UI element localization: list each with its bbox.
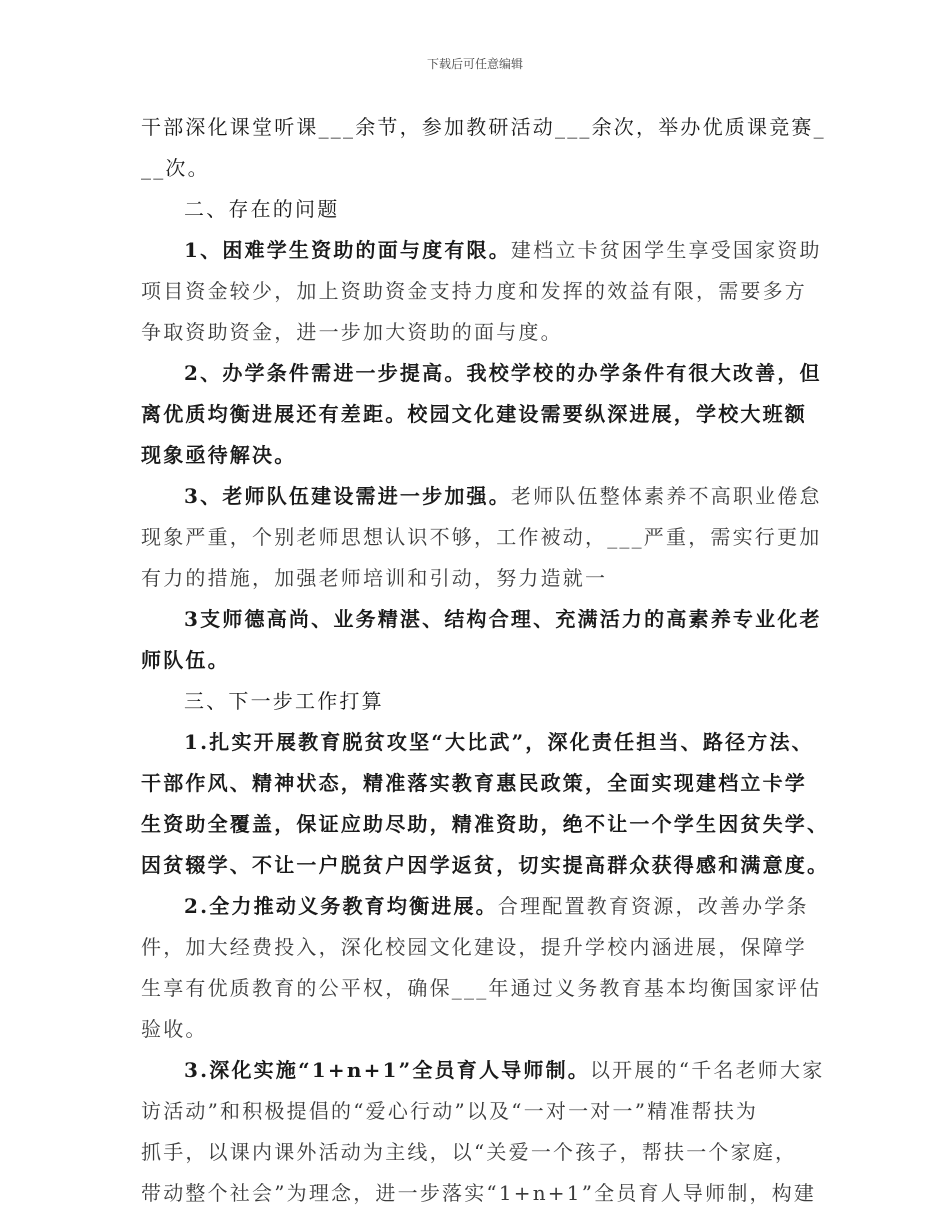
body-line: 抓手，以课内课外活动为主线，以“关爱一个孩子，帮扶一个家庭， [141, 1140, 798, 1164]
body-line: 访活动”和积极提倡的“爱心行动”以及“一对一对一”精准帮扶为 [141, 1099, 759, 1123]
body-line: 带动整个社会”为理念，进一步落实“1+n+1”全员育人导师制，构建 [141, 1181, 817, 1205]
body-line: 1、困难学生资助的面与度有限。建档立卡贫困学生享受国家资助 [184, 238, 822, 262]
body-line: 生资助全覆盖，保证应助尽助，精准资助，绝不让一个学生因贫失学、 [141, 812, 830, 836]
body-line: 师队伍。 [141, 648, 230, 672]
body-line: 2、办学条件需进一步提高。我校学校的办学条件有很大改善，但 [184, 361, 822, 385]
body-line: 3、老师队伍建设需进一步加强。老师队伍整体素养不高职业倦怠 [184, 484, 822, 508]
section-heading: 三、下一步工作打算 [184, 689, 384, 713]
body-line: 项目资金较少，加上资助资金支持力度和发挥的效益有限，需要多方 [141, 279, 807, 303]
body-line: 件，加大经费投入，深化校园文化建设，提升学校内涵进展，保障学 [141, 935, 807, 959]
section-heading: 二、存在的问题 [184, 197, 340, 221]
body-line: 1.扎实开展教育脱贫攻坚“大比武”，深化责任担当、路径方法、 [184, 730, 814, 754]
document-body [141, 107, 831, 1214]
body-line: 现象严重，个别老师思想认识不够，工作被动，___严重，需实行更加 [141, 525, 822, 549]
body-line: 离优质均衡进展还有差距。校园文化建设需要纵深进展，学校大班额 [141, 402, 807, 426]
body-line: __次。 [141, 156, 210, 180]
body-line: 验收。 [141, 1017, 208, 1041]
body-line: 现象亟待解决。 [141, 443, 297, 467]
body-line: 生享有优质教育的公平权，确保___年通过义务教育基本均衡国家评估 [141, 976, 822, 1000]
body-line: 争取资助资金，进一步加大资助的面与度。 [141, 320, 563, 344]
body-line: 3.深化实施“1+n+1”全员育人导师制。以开展的“千名老师大家 [184, 1058, 825, 1082]
body-line: 3支师德高尚、业务精湛、结构合理、充满活力的高素养专业化老 [184, 607, 822, 631]
page-header: 下载后可任意编辑 [426, 57, 523, 71]
body-line: 因贫辍学、不让一户脱贫户因学返贫，切实提高群众获得感和满意度。 [141, 853, 830, 877]
body-line: 有力的措施，加强老师培训和引动，努力造就一 [141, 566, 608, 590]
body-line: 干部作风、精神状态，精准落实教育惠民政策，全面实现建档立卡学 [141, 771, 807, 795]
body-line: 2.全力推动义务教育均衡进展。合理配置教育资源，改善办学条 [184, 894, 809, 918]
body-line: 干部深化课堂听课___余节，参加教研活动___余次，举办优质课竞赛_ [141, 115, 826, 139]
